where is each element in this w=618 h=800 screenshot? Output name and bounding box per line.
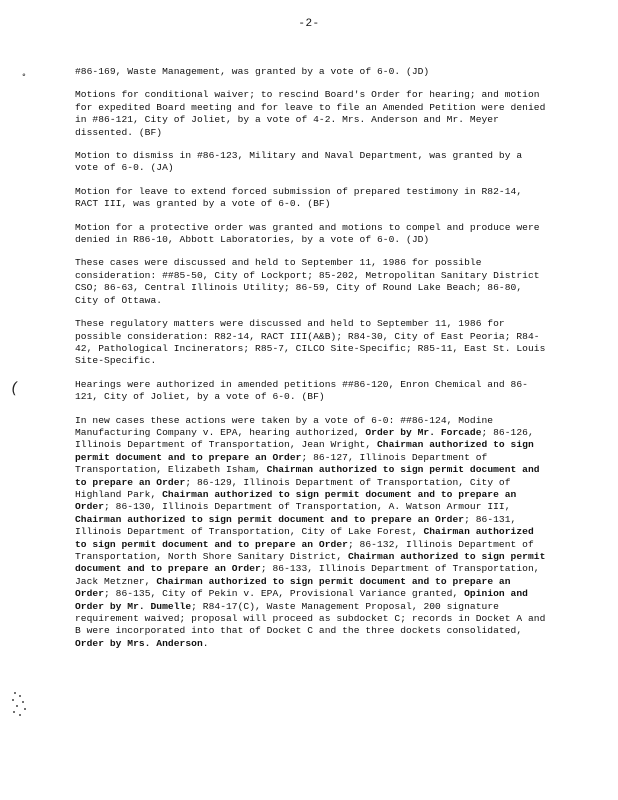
paragraph-run: ; 86-135, City of Pekin v. EPA, Provisional Variance granted, [104, 588, 465, 600]
paragraph: Motion to dismiss in #86-123, Military and Naval Department, was granted by a vote of 6-0. (JA) [75, 150, 523, 174]
paragraph-run: ; 86-132, Illinois Department of Transportation, North Shore Sanitary District, [75, 538, 534, 562]
paragraph: Motions for conditional waiver; to rescind Board's Order for hearing; and motion for expedited Board meeting and for leave to file an Amended Petition were denied in #86-121, City of Joliet, by a vote of 4-2. Mrs. Anderson and Mr. Meyer dissented. (BF) [75, 89, 546, 138]
paragraph-run: ; 86-131, Illinois Department of Transportation, City of Lake Forest, [75, 513, 517, 538]
paragraph-bold-run: Order by Mrs. Anderson [75, 637, 203, 649]
paragraph-bold-run: Opinion and Order by Mr. Dumelle [75, 588, 528, 612]
paragraph: #86-169, Waste Management, was granted by a vote of 6-0. (JD) [75, 66, 430, 77]
margin-scan-specks [10, 690, 28, 716]
page-number: -2- [298, 18, 320, 30]
paragraph-run: ; 86-127, Illinois Department of Transportation, Elizabeth Isham, [75, 451, 488, 476]
paragraph-run: ; 86-133, Illinois Department of Transportation, Jack Metzner, [75, 563, 540, 587]
margin-mark: ˳ [17, 61, 31, 78]
margin-mark: ( [8, 379, 21, 398]
paragraph: These regulatory matters were discussed and held to September 11, 1986 for possible consideration: R82-14, RACT III(A&B); R84-30, City of East Peoria; R84-42, Pathological Incinerators; R85-7, CILCO Site-Specific; R85-11, East St. Louis Site-Specific. [75, 318, 546, 367]
paragraph-new-cases [75, 415, 547, 651]
paragraph: Hearings were authorized in amended petitions ##86-120, Enron Chemical and 86-121, City of Joliet, by a vote of 6-0. (BF) [75, 378, 528, 403]
paragraph: Motion for a protective order was granted and motions to compel and produce were denied in R86-10, Abbott Laboratories, by a vote of 6-0. (JD) [75, 221, 540, 246]
paragraph-run: ; 86-130, Illinois Department of Transportation, A. Watson Armour III, [104, 501, 511, 513]
paragraph-bold-run: Chairman authorized to sign permit document and to prepare an Order [75, 526, 534, 550]
paragraph-bold-run: Chairman authorized to sign permit document and to prepare an Order [75, 513, 465, 525]
paragraph-run: ; R84-17(C), Waste Management Proposal, 200 signature requirement waived; proposal will proceed as subdocket C; records in Docket A and B were incorporated into that of Docket C and the three dockets consolidated, [75, 600, 546, 637]
paragraph-bold-run: Chairman authorized to sign permit document and to prepare an Order [75, 575, 511, 600]
paragraph-bold-run: Chairman authorized to sign permit document and to prepare an Order [75, 439, 534, 463]
paragraph-bold-run: Chairman authorized to sign permit document and to prepare an Order [75, 488, 517, 513]
paragraph-bold-run: Order by Mr. Forcade [365, 426, 482, 438]
paragraph-run: ; 86-126, Illinois Department of Transportation, Jean Wright, [75, 426, 534, 451]
paragraph-run: . [202, 637, 209, 649]
paragraph-bold-run: Chairman authorized to sign permit document and to prepare an Order [75, 551, 546, 575]
paragraph-run: ; 86-129, Illinois Department of Transportation, City of Highland Park, [75, 476, 511, 500]
paragraph-run: In new cases these actions were taken by a vote of 6-0: ##86-124, Modine Manufacturing Company v. EPA, hearing authorized, [75, 414, 494, 438]
paragraph-bold-run: Chairman authorized to sign permit document and to prepare an Order [75, 464, 540, 488]
paragraph: Motion for leave to extend forced submission of prepared testimony in R82-14, RACT III, was granted by a vote of 6-0. (BF) [75, 185, 523, 210]
paragraph: These cases were discussed and held to September 11, 1986 for possible consideration: ##85-50, City of Lockport; 85-202, Metropolitan Sanitary District CSO; 86-63, Central Illinois Utility; 86-59, City of Round Lake Beach; 86-80, City of Ottawa. [75, 257, 540, 306]
minutes-body [75, 66, 547, 661]
